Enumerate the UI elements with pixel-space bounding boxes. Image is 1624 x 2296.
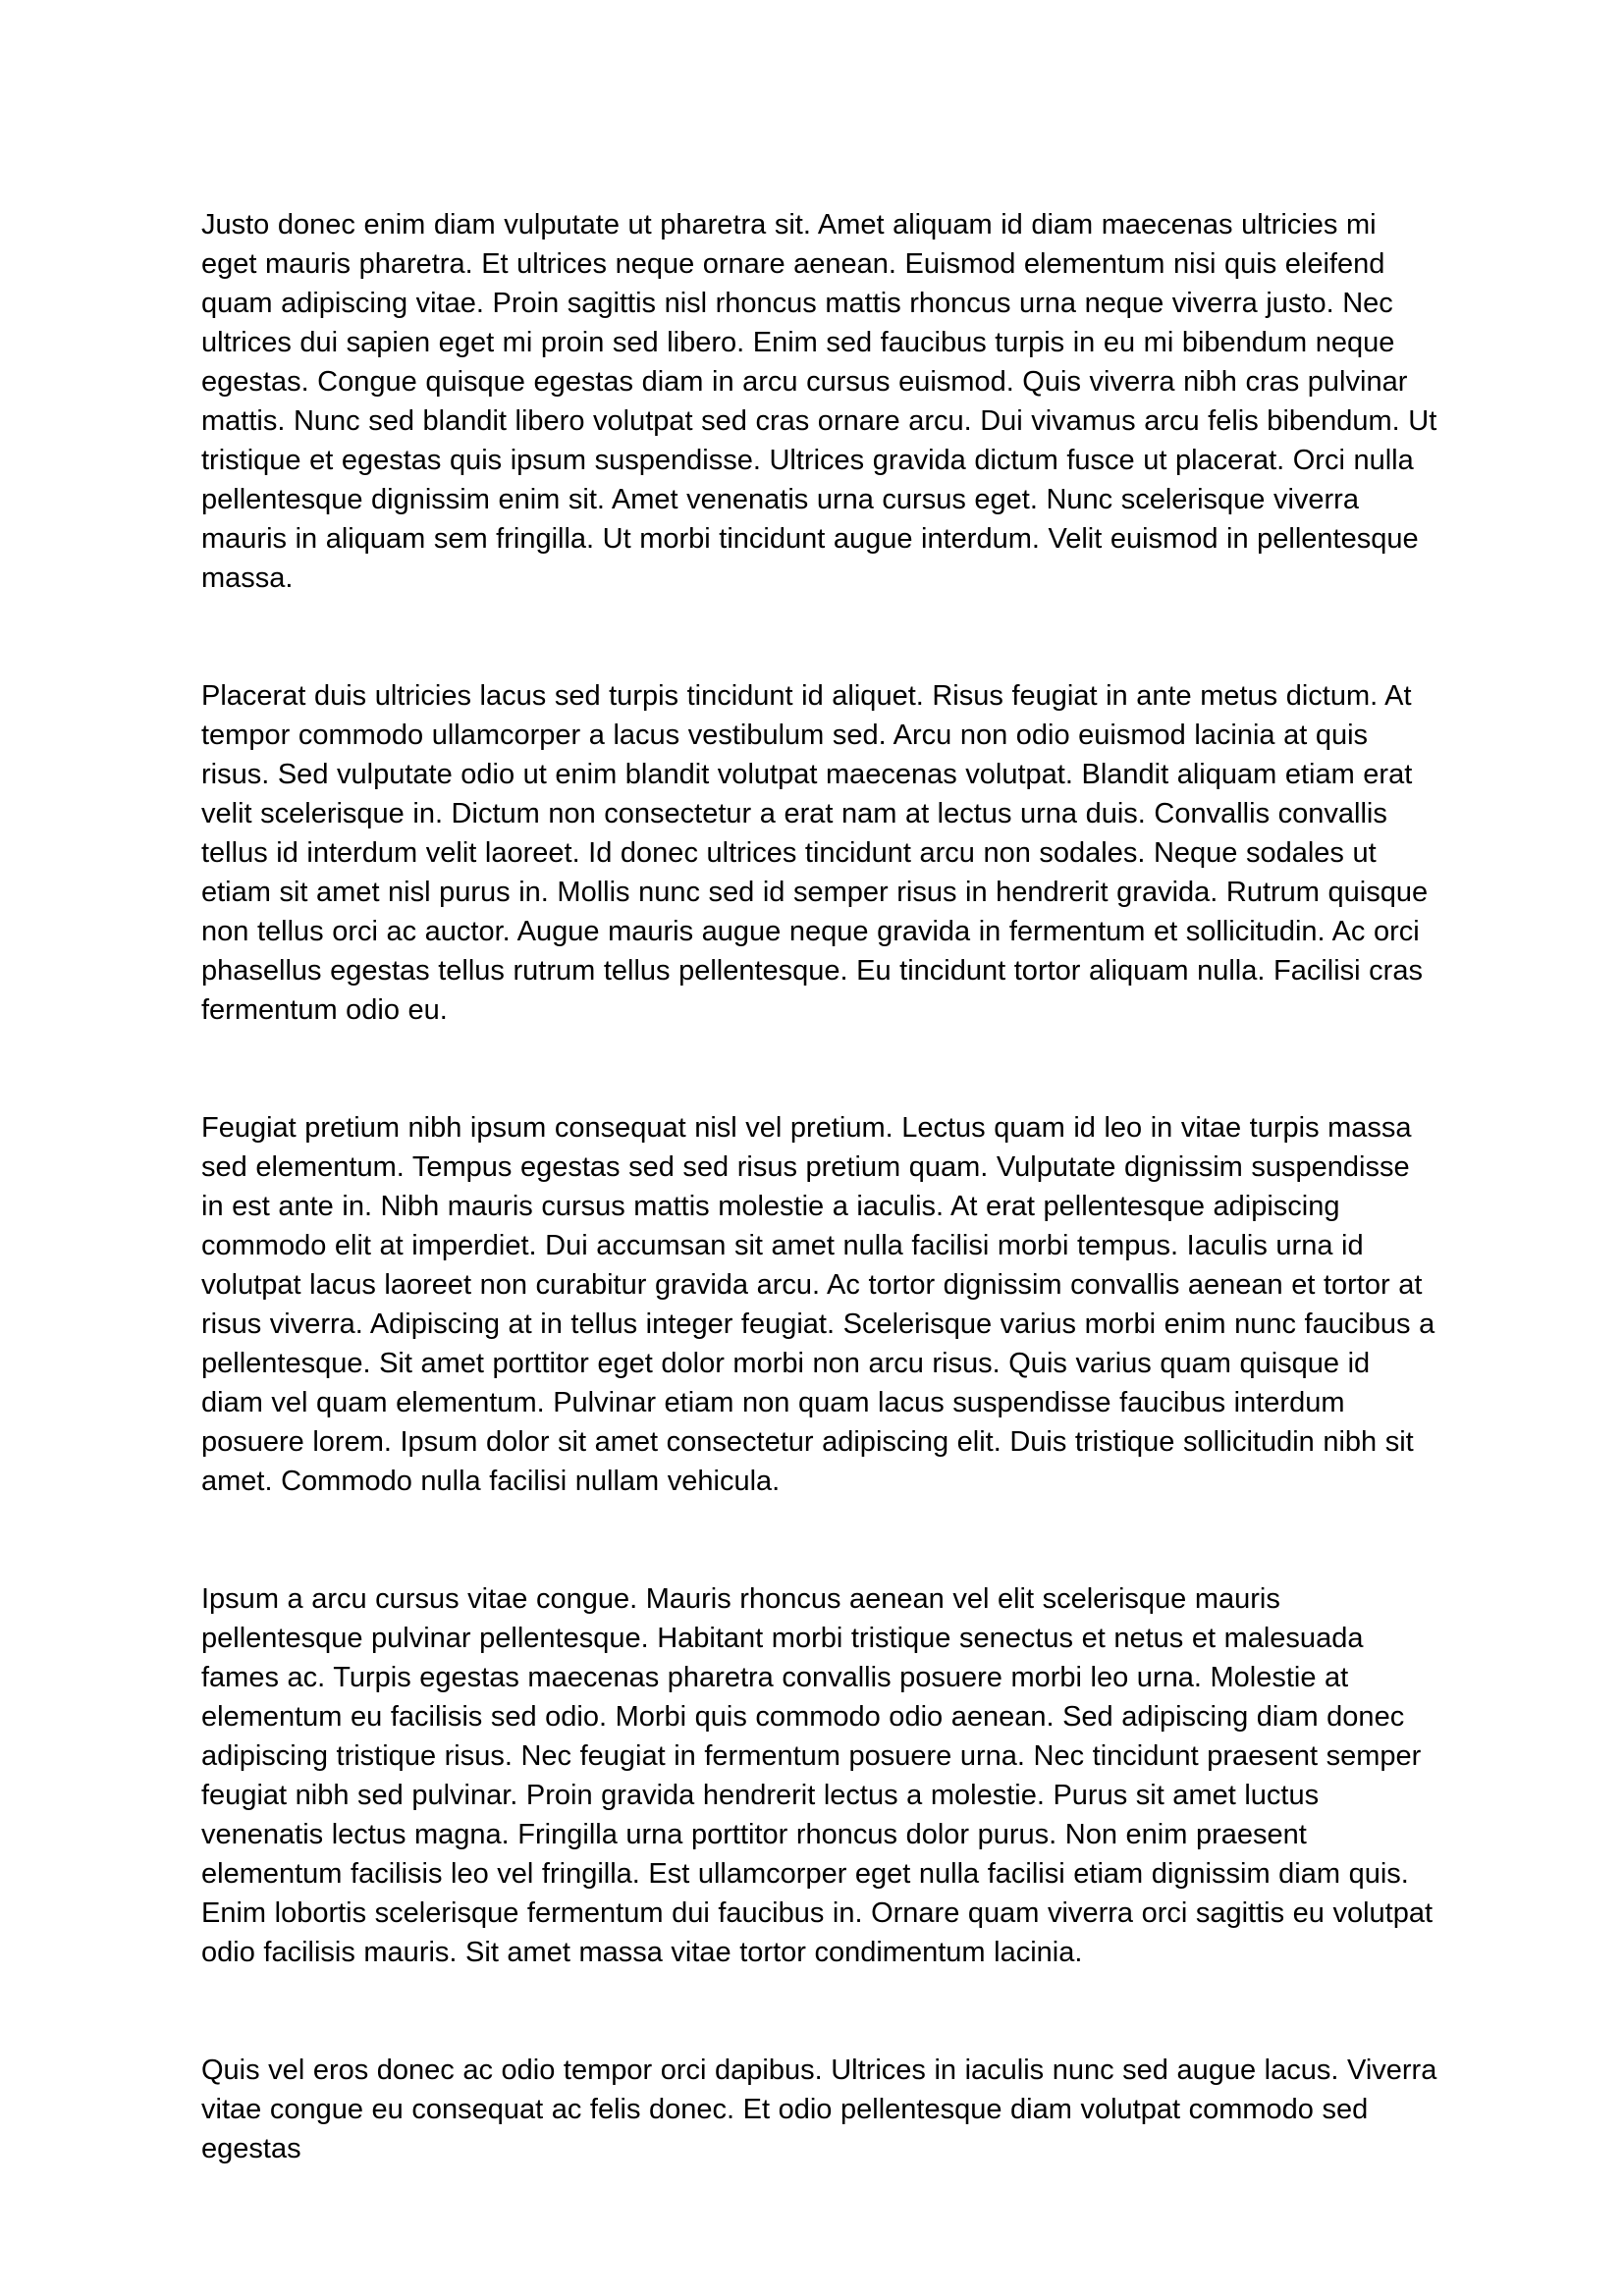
paragraph: Justo donec enim diam vulputate ut pharetra sit. Amet aliquam id diam maecenas ultricies mi eget mauris pharetra. Et ultrices neque ornare aenean. Euismod elementum nisi quis eleifend quam adipiscing vitae. Proin sagittis nisl rhoncus mattis rhoncus urna neque viverra justo. Nec ultrices dui sapien eget mi proin sed libero. Enim sed faucibus turpis in eu mi bibendum neque egestas. Congue quisque egestas diam in arcu cursus euismod. Quis viverra nibh cras pulvinar mattis. Nunc sed blandit libero volutpat sed cras ornare arcu. Dui vivamus arcu felis bibendum. Ut tristique et egestas quis ipsum suspendisse. Ultrices gravida dictum fusce ut placerat. Orci nulla pellentesque dignissim enim sit. Amet venenatis urna cursus eget. Nunc scelerisque viverra mauris in aliquam sem fringilla. Ut morbi tincidunt augue interdum. Velit euismod in pellentesque massa. xyxy=(201,209,1437,594)
paragraph: Ipsum a arcu cursus vitae congue. Mauris rhoncus aenean vel elit scelerisque mauris pellentesque pulvinar pellentesque. Habitant morbi tristique senectus et netus et malesuada fames ac. Turpis egestas maecenas pharetra convallis posuere morbi leo urna. Molestie at elementum eu facilisis sed odio. Morbi quis commodo odio aenean. Sed adipiscing diam donec adipiscing tristique risus. Nec feugiat in fermentum posuere urna. Nec tincidunt praesent semper feugiat nibh sed pulvinar. Proin gravida hendrerit lectus a molestie. Purus sit amet luctus venenatis lectus magna. Fringilla urna porttitor rhoncus dolor purus. Non enim praesent elementum facilisis leo vel fringilla. Est ullamcorper eget nulla facilisi etiam dignissim diam quis. Enim lobortis scelerisque fermentum dui faucibus in. Ornare quam viverra orci sagittis eu volutpat odio facilisis mauris. Sit amet massa vitae tortor condimentum lacinia. xyxy=(201,1583,1434,1968)
paragraph: Placerat duis ultricies lacus sed turpis tincidunt id aliquet. Risus feugiat in ante metus dictum. At tempor commodo ullamcorper a lacus vestibulum sed. Arcu non odio euismod lacinia at quis risus. Sed vulputate odio ut enim blandit volutpat maecenas volutpat. Blandit aliquam etiam erat velit scelerisque in. Dictum non consectetur a erat nam at lectus urna duis. Convallis convallis tellus id interdum velit laoreet. Id donec ultrices tincidunt arcu non sodales. Neque sodales ut etiam sit amet nisl purus in. Mollis nunc sed id semper risus in hendrerit gravida. Rutrum quisque non tellus orci ac auctor. Augue mauris augue neque gravida in fermentum et sollicitudin. Ac orci phasellus egestas tellus rutrum tellus pellentesque. Eu tincidunt tortor aliquam nulla. Facilisi cras fermentum odio eu. xyxy=(201,680,1429,1026)
paragraph: Feugiat pretium nibh ipsum consequat nisl vel pretium. Lectus quam id leo in vitae turpis massa sed elementum. Tempus egestas sed sed risus pretium quam. Vulputate dignissim suspendisse in est ante in. Nibh mauris cursus mattis molestie a iaculis. At erat pellentesque adipiscing commodo elit at imperdiet. Dui accumsan sit amet nulla facilisi morbi tempus. Iaculis urna id volutpat lacus laoreet non curabitur gravida arcu. Ac tortor dignissim convallis aenean et tortor at risus viverra. Adipiscing at in tellus integer feugiat. Scelerisque varius morbi enim nunc faucibus a pellentesque. Sit amet porttitor eget dolor morbi non arcu risus. Quis varius quam quisque id diam vel quam elementum. Pulvinar etiam non quam lacus suspendisse faucibus interdum posuere lorem. Ipsum dolor sit amet consectetur adipiscing elit. Duis tristique sollicitudin nibh sit amet. Commodo nulla facilisi nullam vehicula. xyxy=(201,1112,1435,1497)
paragraph: Quis vel eros donec ac odio tempor orci dapibus. Ultrices in iaculis nunc sed augue lacus. Viverra vitae congue eu consequat ac felis donec. Et odio pellentesque diam volutpat commodo sed egestas xyxy=(201,2055,1437,2164)
